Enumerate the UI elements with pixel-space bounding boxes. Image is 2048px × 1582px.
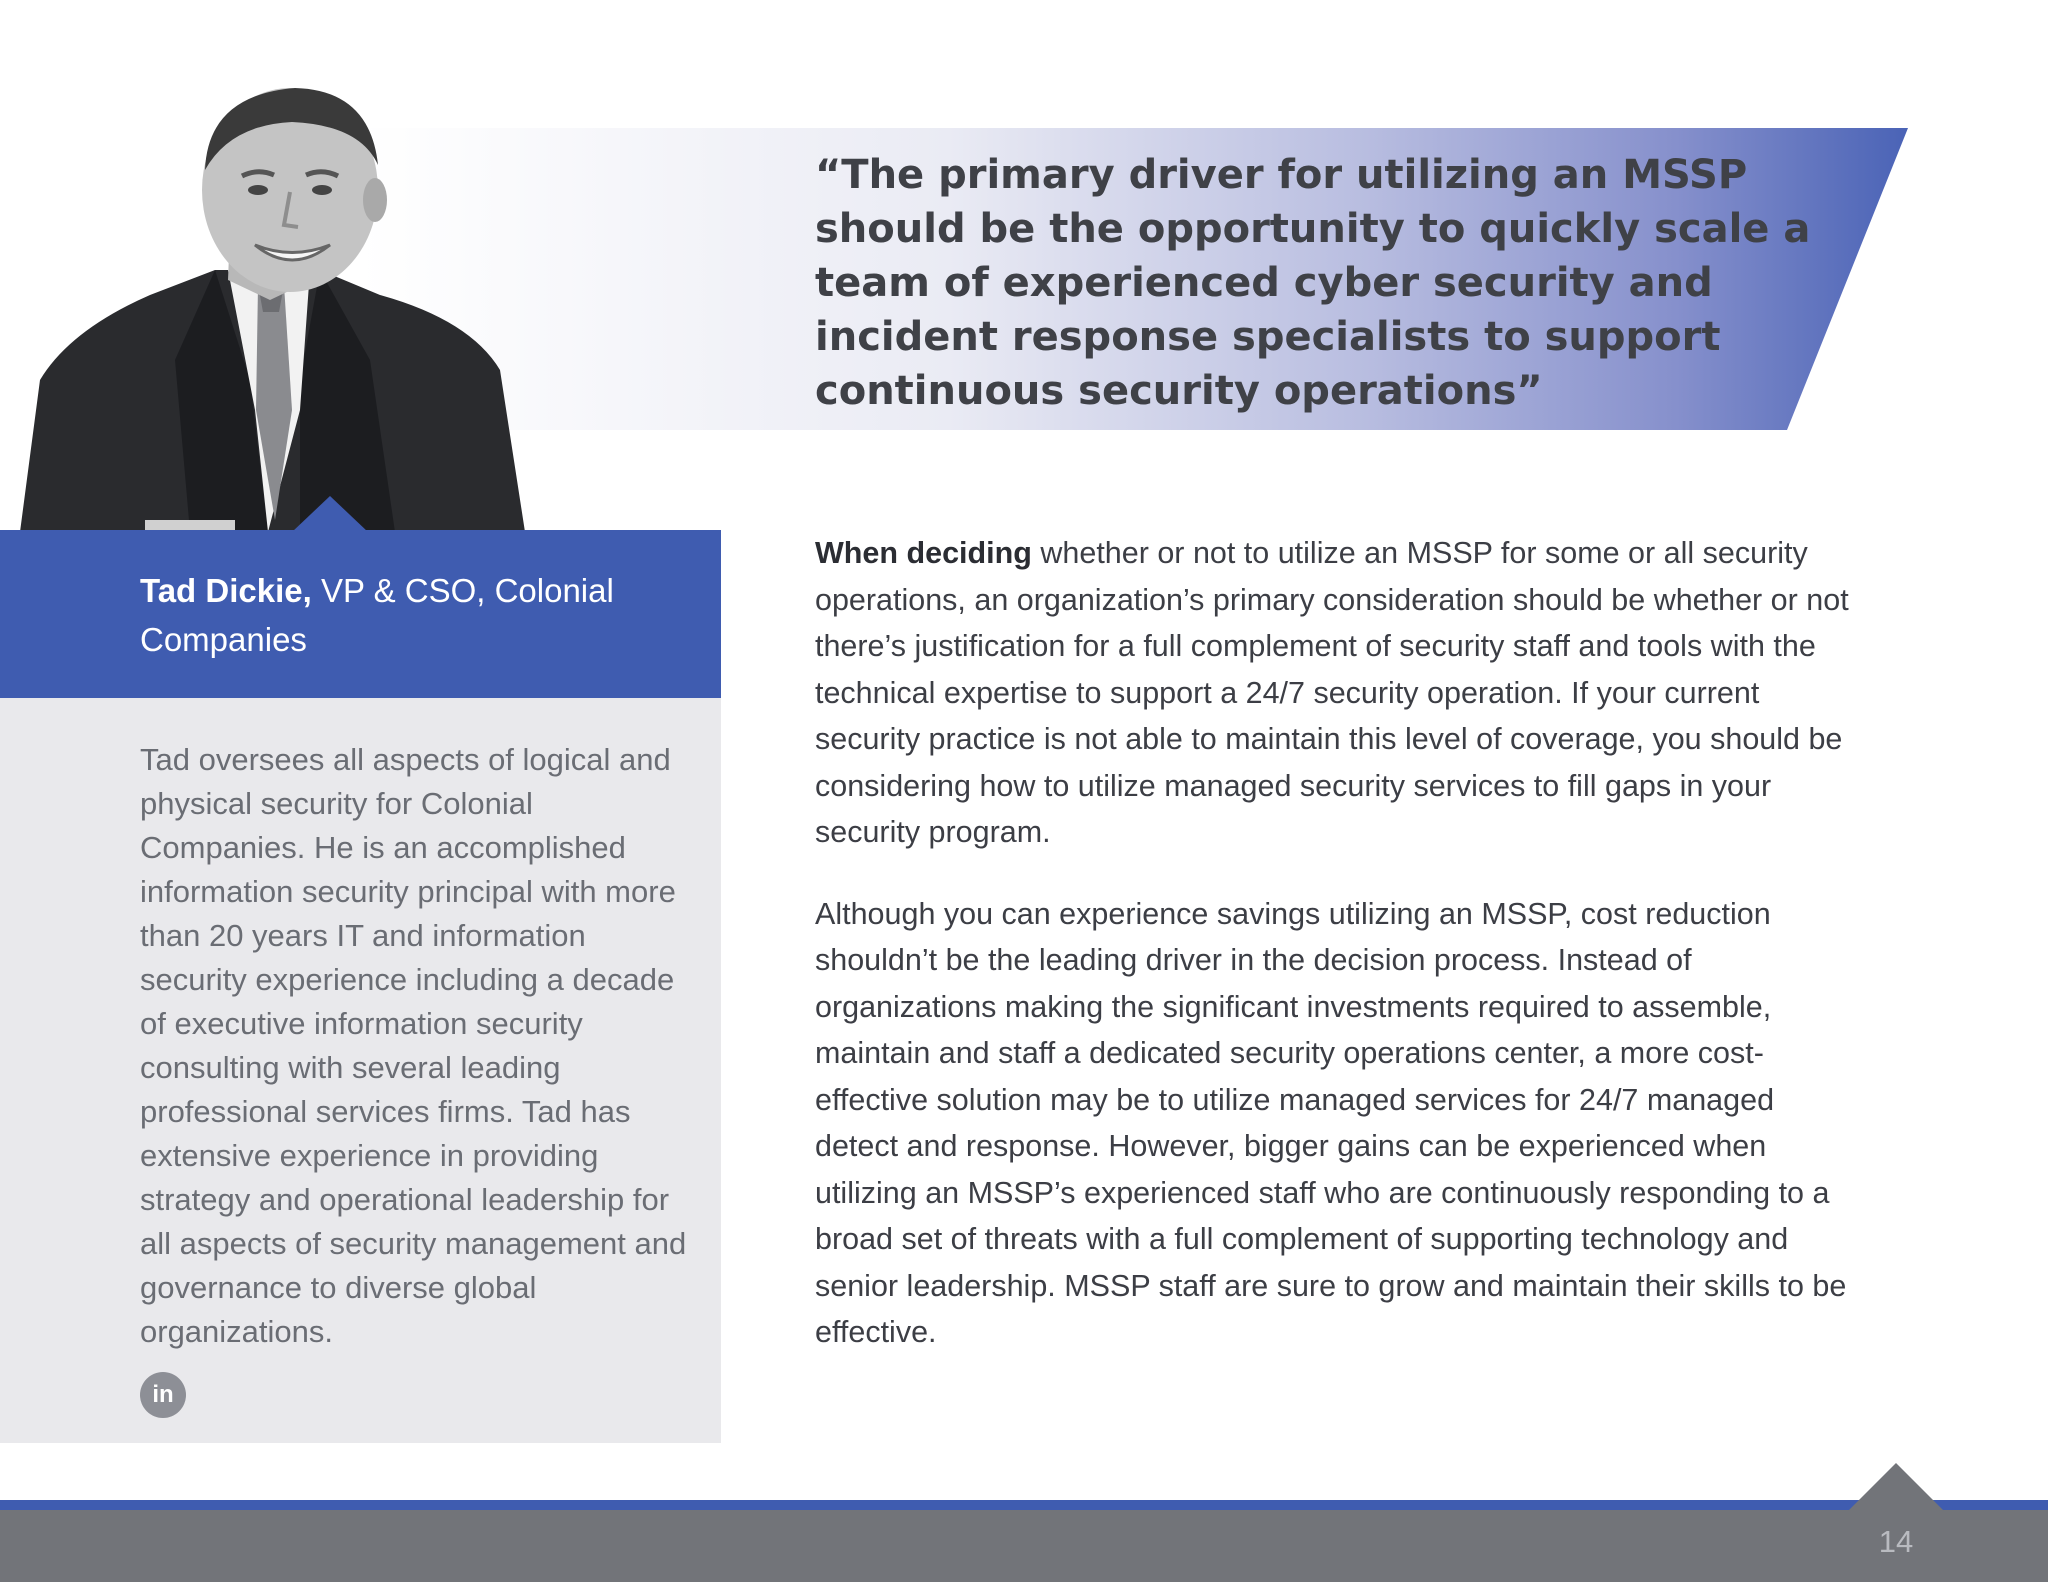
page-number: 14 (1878, 1524, 1914, 1559)
name-box-pointer (292, 496, 368, 532)
profile-bio: Tad oversees all aspects of logical and physical security for Colonial Companies. He is an accomplished information security principal with more than 20 years IT and information security experience including a decade of executive information security consulting with several leading professional services firms. Tad has extensive experience in providing strategy and operational leadership for all aspects of security management and governance to diverse global organizations. (140, 742, 687, 1349)
article-body (815, 530, 1855, 1391)
profile-title: VP & CSO, Colonial Companies (140, 572, 614, 658)
profile-name: Tad Dickie, (140, 572, 312, 609)
article-lead: When deciding (815, 536, 1032, 570)
portrait-photo (0, 80, 540, 532)
pull-quote: “The primary driver for utilizing an MSSP should be the opportunity to quickly scale a team of experienced cyber security and incident response specialists to support continuous security operations” (815, 152, 1811, 414)
linkedin-icon[interactable]: in (140, 1372, 186, 1418)
footer-pointer (1848, 1463, 1944, 1511)
article-paragraph-2: Although you can experience savings utilizing an MSSP, cost reduction shouldn’t be the leading driver in the decision process. Instead of organizations making the significant investments required to assemble, maintain and staff a dedicated security operations center, a more cost-effective solution may be to utilize managed services for 24/7 managed detect and response. However, bigger gains can be experienced when utilizing an MSSP’s experienced staff who are continuously responding to a broad set of threats with a full complement of supporting technology and senior leadership. MSSP staff are sure to grow and maintain their skills to be effective. (815, 896, 1847, 1349)
profile-name-line (140, 566, 700, 664)
article-paragraph-1-text: whether or not to utilize an MSSP for some or all security operations, an organization’s primary consideration should be whether or not there’s justification for a full complement of security staff and tools with the technical expertise to support a 24/7 security operation. If your current security practice is not able to maintain this level of coverage, you should be considering how to utilize managed security services to fill gaps in your security program. (815, 536, 1849, 849)
footer-accent-stripe (0, 1500, 2048, 1510)
article-paragraph-1 (815, 530, 1855, 856)
footer-bar (0, 1510, 2048, 1582)
